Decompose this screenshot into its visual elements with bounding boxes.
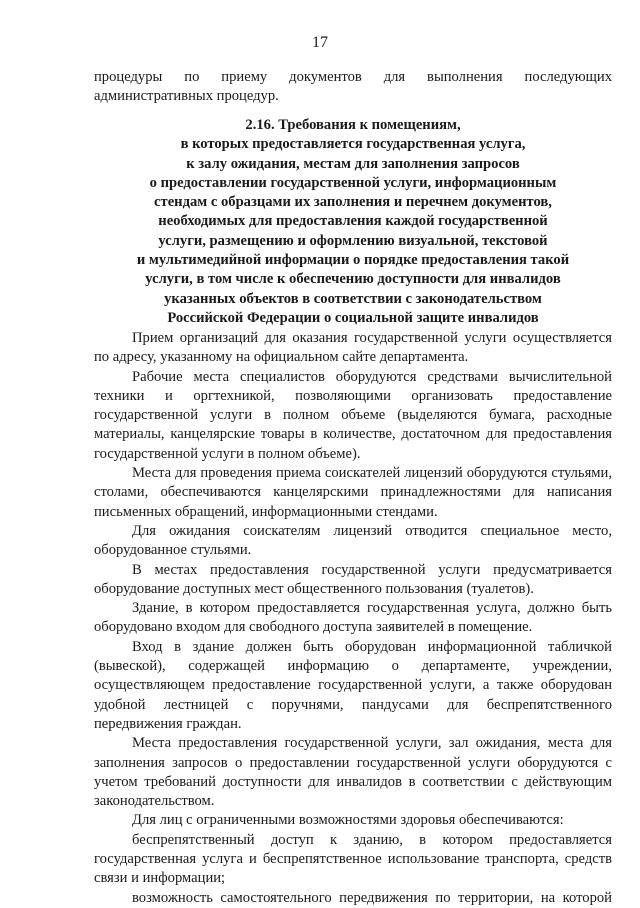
heading-line: о предоставлении государственной услуги, информационным	[149, 174, 557, 191]
heading-line: стендам с образцами их заполнения и перечнем документов,	[154, 194, 552, 211]
paragraph: В местах предоставления государственной услуги предусматривается оборудование доступных мест общественного пользования (туалетов).	[94, 561, 612, 597]
page-number: 17	[312, 34, 328, 51]
heading-line: необходимых для предоставления каждой государственной	[158, 213, 548, 230]
heading-line: 2.16. Требования к помещениям,	[245, 117, 461, 133]
paragraph: Для ожидания соискателям лицензий отводится специальное место, оборудованное стульями.	[94, 522, 612, 559]
heading-line: услуги, в том числе к обеспечению доступности для инвалидов	[145, 271, 561, 288]
section-heading	[94, 116, 612, 328]
heading-line: к залу ожидания, местам для заполнения запросов	[186, 155, 520, 172]
paragraph: Места предоставления государственной услуги, зал ожидания, места для заполнения запросов о предоставлении государственной услуги оборудуются с учетом требований доступности для инвалидов в соответствии с действующим законодательством.	[94, 735, 612, 810]
heading-line: указанных объектов в соответствии с законодательством	[164, 290, 542, 307]
paragraph: Вход в здание должен быть оборудован информационной табличкой (вывеской), содержащей информацию о департаменте, учреждении, осуществляющем предоставление государственной услуги, а также оборудован удобной лестницей с поручнями, пандусами для беспрепятственного передвижения граждан.	[94, 638, 612, 732]
paragraph: беспрепятственный доступ к зданию, в котором предоставляется государственная услуга и беспрепятственное использование транспорта, средств связи и информации;	[94, 831, 612, 887]
body-paragraphs	[94, 329, 612, 908]
paragraph: Прием организаций для оказания государственной услуги осуществляется по адресу, указанному на официальном сайте департамента.	[94, 330, 612, 366]
heading-line: услуги, размещению и оформлению визуальной, текстовой	[158, 232, 548, 249]
heading-line: и мультимедийной информации о порядке предоставления такой	[136, 252, 570, 269]
heading-line: Российской Федерации о социальной защите инвалидов	[167, 309, 539, 326]
paragraph: Здание, в котором предоставляется государственная услуга, должно быть оборудовано входом для свободного доступа заявителей в помещение.	[94, 600, 612, 636]
intro-text	[94, 68, 612, 107]
heading-line: в которых предоставляется государственная услуга,	[180, 136, 526, 153]
paragraph: Для лиц с ограниченными возможностями здоровья обеспечиваются:	[132, 812, 564, 829]
intro-paragraph: процедуры по приему документов для выполнения последующих административных процедур.	[94, 69, 612, 105]
paragraph: возможность самостоятельного передвижения по территории, на которой	[132, 889, 612, 906]
paragraph: Рабочие места специалистов оборудуются средствами вычислительной техники и оргтехникой, позволяющими организовать предоставление государственной услуги в полном объеме (выделяются бумага, расходные материалы, канцелярские товары в количестве, достаточном для предоставления государственной услуги в полном объеме).	[94, 368, 612, 462]
paragraph: Места для проведения приема соискателей лицензий оборудуются стульями, столами, обеспечиваются канцелярскими принадлежностями для написания письменных обращений, информационными стендами.	[94, 465, 612, 520]
